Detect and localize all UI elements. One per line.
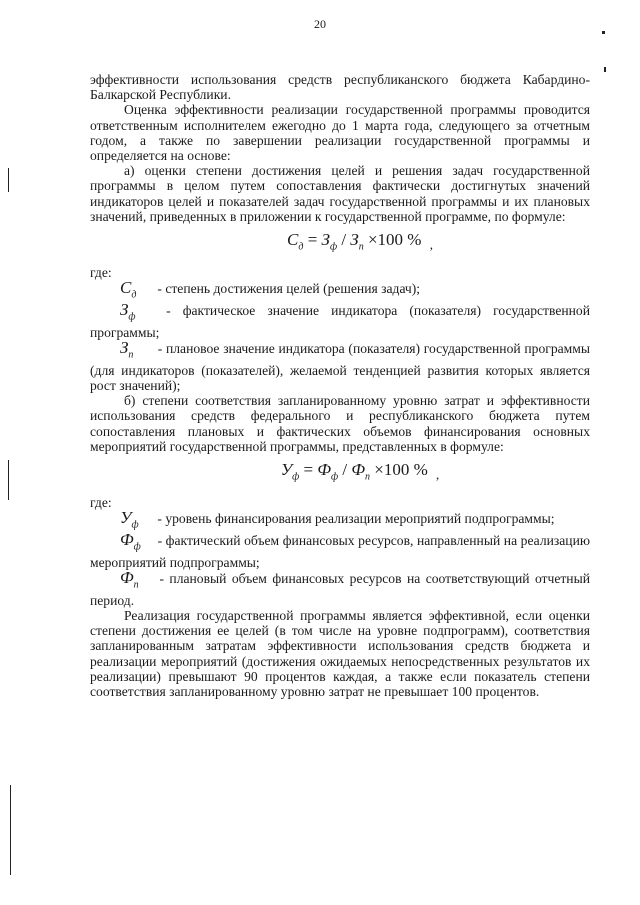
symbol-fp: $Ф_п$ (120, 568, 139, 591)
definition-fp-text: - плановый объем финансовых ресурсов на соответствующий отчетный период. (90, 571, 590, 608)
symbol-ff: $Ф_ф$ (120, 530, 141, 553)
paragraph-intro: эффективности использования средств республиканского бюджета Кабардино-Балкарской Республики. (90, 72, 590, 103)
formula-lhs: C (287, 230, 299, 250)
document-body (90, 72, 590, 699)
paragraph-evaluation: Оценка эффективности реализации государственной программы проводится ответственным исполнителем ежегодно до 1 марта года, следующего за отчетным годом, а также по завершении реализации государственной программы и определяется на основе: (90, 102, 590, 164)
definition-zp-text: - плановое значение индикатора (показателя) государственной программы (для индикаторов (показателей), желаемой тенденцией развития которых является рост значений); (90, 341, 590, 394)
definition-zf (90, 302, 590, 340)
definition-cd-text: - степень достижения целей (решения задач); (157, 280, 421, 296)
symbol-zp: $З_п$ (120, 338, 134, 361)
formula-numerator: З (321, 230, 330, 250)
formula-denominator-sub: п (358, 241, 364, 253)
formula-numerator-sub: ф (331, 471, 339, 483)
symbol-uf: $У_ф$ (120, 507, 139, 531)
formula-multiplier: ×100 % (367, 230, 422, 250)
definition-uf (90, 507, 590, 533)
formula-multiplier: ×100 % (374, 460, 428, 480)
definition-cd (90, 277, 590, 303)
definition-uf-text: - уровень финансирования реализации мероприятий подпрограммы; (157, 510, 555, 526)
formula-denominator-sub: п (365, 471, 371, 483)
paragraph-final: Реализация государственной программы является эффективной, если оценки степени достижения ее целей (в том числе на уровне подпрограмм), соответствия запланированным затратам эффективности использования средств бюджета и реализации мероприятий (достижения ожидаемых непосредственных результатов их реализации) превышают 90 процентов каждая, а также если показатель степени соответствия запланированному уровню затрат не превышает 100 процентов. (90, 608, 590, 700)
formula-numerator: Ф (317, 460, 332, 480)
symbol-zf: $З_ф$ (120, 300, 136, 323)
definition-zf-text: - фактическое значение индикатора (показателя) государственной программы; (90, 303, 590, 341)
scan-mark (8, 168, 9, 192)
formula-lhs-sub: д (298, 241, 304, 253)
formula-comma: , (429, 237, 433, 253)
scan-mark (10, 785, 11, 875)
formula-numerator-sub: ф (329, 241, 338, 253)
where-label: где: (90, 264, 112, 280)
where-label: где: (90, 494, 112, 510)
formula-comma: , (436, 467, 440, 483)
scan-mark (602, 31, 605, 34)
symbol-cd: $C_д$ (120, 277, 137, 301)
definition-zp (90, 340, 590, 393)
definition-fp (90, 570, 590, 608)
formula-financing-level: $У_ф = Ф_ф / Ф_п \times 100$ % $_,$ (280, 460, 440, 483)
formula-goal-achievement: $C_д = З_ф / З_п \times 100$ % $_,$ (287, 230, 433, 253)
paragraph-a: а) оценки степени достижения целей и решения задач государственной программы в целом путем сопоставления фактически достигнутых значений индикаторов целей и показателей задач государственной программы и их плановых значений, приведенных в приложении к государственной программе, по формуле: (90, 163, 590, 224)
formula-denominator: Ф (351, 460, 366, 480)
formula-lhs-sub: ф (292, 471, 300, 483)
formula-denominator: З (350, 230, 359, 250)
page-number: 20 (314, 17, 326, 31)
scan-mark (604, 67, 606, 72)
definition-ff-text: - фактический объем финансовых ресурсов, направленный на реализацию мероприятий подпрограммы; (90, 533, 590, 571)
paragraph-b: б) степени соответствия запланированному уровню затрат и эффективности использования средств федерального и республиканского бюджета путем сопоставления плановых и фактических объемов финансирования основных мероприятий государственной программы, представленных в формуле: (90, 393, 590, 454)
formula-lhs: У (280, 460, 293, 480)
scan-mark (8, 460, 9, 500)
definition-ff (90, 532, 590, 570)
